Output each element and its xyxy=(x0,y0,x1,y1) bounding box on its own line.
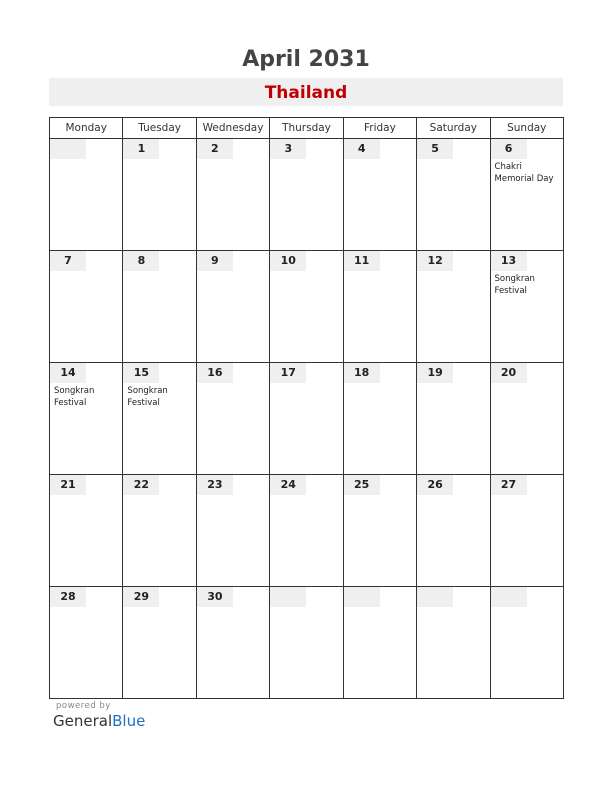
day-number: 19 xyxy=(417,363,453,383)
day-number: 2 xyxy=(197,139,233,159)
day-number: 9 xyxy=(197,251,233,271)
day-cell[interactable] xyxy=(270,475,343,587)
week-row xyxy=(50,363,564,475)
day-number: 1 xyxy=(123,139,159,159)
day-number: 18 xyxy=(344,363,380,383)
day-cell[interactable] xyxy=(196,251,269,363)
day-number: 24 xyxy=(270,475,306,495)
day-number: 28 xyxy=(50,587,86,607)
day-number: 5 xyxy=(417,139,453,159)
day-number: 10 xyxy=(270,251,306,271)
day-number: 30 xyxy=(197,587,233,607)
holiday-label: Songkran Festival xyxy=(127,386,168,408)
country-banner xyxy=(49,78,563,106)
day-cell[interactable] xyxy=(490,139,563,251)
day-cell[interactable] xyxy=(123,587,196,699)
day-cell[interactable] xyxy=(123,475,196,587)
day-cell[interactable] xyxy=(123,363,196,475)
holiday-label: Songkran Festival xyxy=(54,386,95,408)
day-number: 26 xyxy=(417,475,453,495)
day-cell[interactable] xyxy=(343,139,416,251)
brand-logo-part1: General xyxy=(53,712,113,730)
day-cell[interactable] xyxy=(196,475,269,587)
page-title: April 2031 xyxy=(242,47,370,72)
day-cell[interactable] xyxy=(50,475,123,587)
day-number xyxy=(270,587,306,607)
day-number: 23 xyxy=(197,475,233,495)
day-number: 14 xyxy=(50,363,86,383)
day-number: 29 xyxy=(123,587,159,607)
day-cell[interactable] xyxy=(123,251,196,363)
day-cell[interactable] xyxy=(270,251,343,363)
week-row xyxy=(50,251,564,363)
day-cell[interactable] xyxy=(490,363,563,475)
day-number xyxy=(50,139,86,159)
day-number xyxy=(491,587,527,607)
weekday-header: Tuesday xyxy=(123,118,196,139)
week-row xyxy=(50,475,564,587)
day-cell[interactable] xyxy=(50,139,123,251)
day-number: 15 xyxy=(123,363,159,383)
day-number: 6 xyxy=(491,139,527,159)
weekday-header: Sunday xyxy=(490,118,563,139)
day-number: 25 xyxy=(344,475,380,495)
day-number: 3 xyxy=(270,139,306,159)
day-number xyxy=(344,587,380,607)
day-cell[interactable] xyxy=(343,251,416,363)
day-cell[interactable] xyxy=(343,587,416,699)
weekday-header: Saturday xyxy=(417,118,490,139)
day-cell[interactable] xyxy=(270,139,343,251)
day-cell[interactable] xyxy=(417,139,490,251)
brand-logo[interactable] xyxy=(53,712,145,730)
week-row xyxy=(50,139,564,251)
day-number: 20 xyxy=(491,363,527,383)
day-cell[interactable] xyxy=(196,139,269,251)
day-cell[interactable] xyxy=(343,475,416,587)
day-number: 27 xyxy=(491,475,527,495)
day-number: 21 xyxy=(50,475,86,495)
day-cell[interactable] xyxy=(50,363,123,475)
day-number: 22 xyxy=(123,475,159,495)
day-cell[interactable] xyxy=(50,251,123,363)
day-cell[interactable] xyxy=(490,475,563,587)
day-cell[interactable] xyxy=(490,251,563,363)
calendar-grid xyxy=(49,117,564,699)
day-cell[interactable] xyxy=(417,475,490,587)
day-cell[interactable] xyxy=(343,363,416,475)
day-cell[interactable] xyxy=(417,587,490,699)
day-cell[interactable] xyxy=(123,139,196,251)
weekday-header: Friday xyxy=(343,118,416,139)
day-cell[interactable] xyxy=(50,587,123,699)
weekday-header: Wednesday xyxy=(196,118,269,139)
holiday-label: Chakri Memorial Day xyxy=(494,162,554,184)
day-number: 13 xyxy=(491,251,527,271)
weekday-header-row xyxy=(50,118,564,139)
day-number: 7 xyxy=(50,251,86,271)
day-cell[interactable] xyxy=(196,587,269,699)
country-name: Thailand xyxy=(264,83,348,103)
brand-logo-part2: Blue xyxy=(112,712,146,730)
holiday-label: Songkran Festival xyxy=(494,274,535,296)
day-cell[interactable] xyxy=(270,363,343,475)
day-cell[interactable] xyxy=(417,363,490,475)
day-cell[interactable] xyxy=(490,587,563,699)
day-number: 8 xyxy=(123,251,159,271)
day-cell[interactable] xyxy=(270,587,343,699)
day-number: 16 xyxy=(197,363,233,383)
day-number: 17 xyxy=(270,363,306,383)
day-number xyxy=(417,587,453,607)
day-cell[interactable] xyxy=(196,363,269,475)
calendar-body xyxy=(50,139,564,699)
day-number: 4 xyxy=(344,139,380,159)
weekday-header: Thursday xyxy=(270,118,343,139)
day-number: 11 xyxy=(344,251,380,271)
weekday-header: Monday xyxy=(50,118,123,139)
week-row xyxy=(50,587,564,699)
powered-by-text: powered by xyxy=(56,701,111,711)
day-cell[interactable] xyxy=(417,251,490,363)
day-number: 12 xyxy=(417,251,453,271)
